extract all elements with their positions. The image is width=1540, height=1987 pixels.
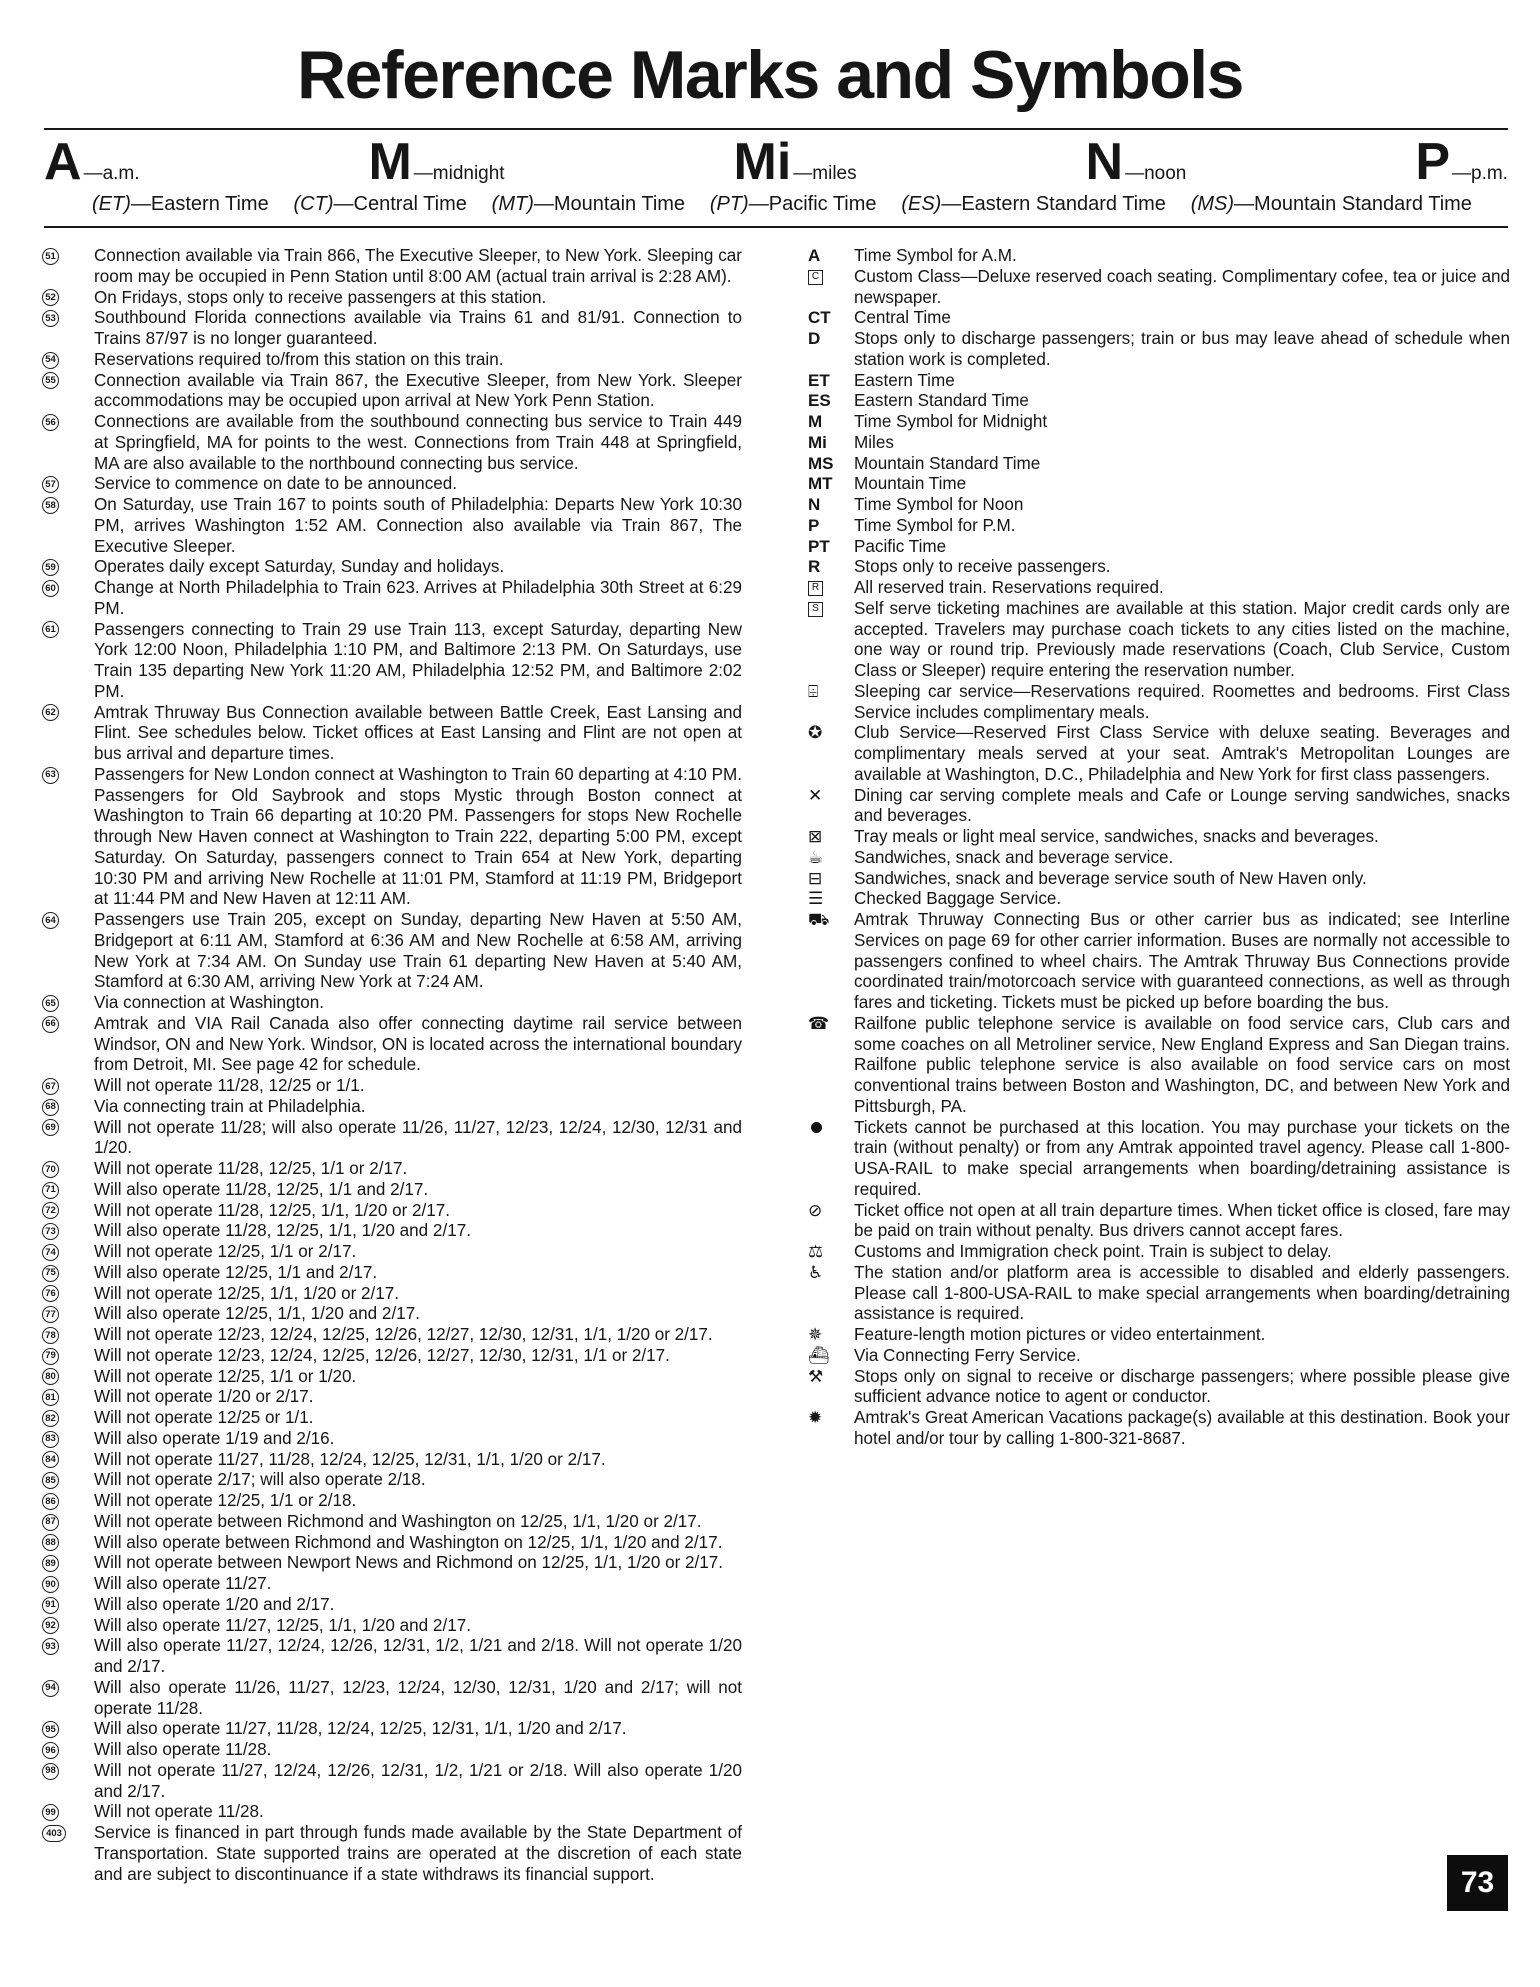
reference-note — [42, 1242, 742, 1263]
reference-mark-icon: 72 — [42, 1201, 70, 1222]
symbol-description: Mountain Time — [854, 474, 967, 494]
reference-note — [42, 1097, 742, 1118]
reference-mark-icon: 79 — [42, 1346, 70, 1367]
abbr-miles: Mi —miles — [733, 133, 857, 191]
reference-note-text: Will not operate 12/25, 1/1, 1/20 or 2/17. — [94, 1283, 400, 1303]
symbol-entry — [808, 1201, 1510, 1243]
reference-mark-icon: 82 — [42, 1408, 70, 1429]
reference-mark-icon: 59 — [42, 557, 70, 578]
reference-note — [42, 1719, 742, 1740]
symbol-entry — [808, 1014, 1510, 1118]
symbol-entry — [808, 267, 1510, 309]
custom-class-icon: C — [808, 267, 844, 288]
reference-note — [42, 1823, 742, 1885]
vacations-icon: ✹ — [808, 1408, 823, 1427]
symbol-description: Miles — [854, 432, 894, 452]
reference-note-text: Will also operate 11/27. — [94, 1574, 272, 1593]
reference-note-text: Will also operate 12/25, 1/1 and 2/17. — [94, 1262, 378, 1282]
reference-mark-icon: 76 — [42, 1284, 70, 1305]
header-bottom-rule — [44, 226, 1508, 228]
symbol-entry — [808, 786, 1510, 828]
no-tickets-icon — [808, 1118, 844, 1139]
reference-note-text: Will not operate 12/25, 1/1 or 2/17. — [94, 1242, 357, 1261]
abbr-noon: N —noon — [1085, 133, 1187, 191]
reference-note — [42, 1325, 742, 1346]
reference-note-text: Change at North Philadelphia to Train 623. Arrives at Philadelphia 30th Street at 6:29 PM. — [94, 578, 742, 618]
symbol-key: MT — [808, 474, 833, 494]
reference-note-text: Will not operate 12/25, 1/1 or 1/20. — [94, 1366, 357, 1386]
symbol-description: Stops only on signal to receive or discharge passengers; where possible please give sufficient advance notice to agent or conductor. — [854, 1366, 1510, 1407]
dining-car-icon: ✕ — [808, 785, 823, 805]
symbol-entry — [808, 848, 1510, 869]
reference-note — [42, 1802, 742, 1823]
reference-note-text: Will not operate 11/28, 12/25, 1/1 or 2/17. — [94, 1159, 408, 1178]
reference-mark-icon: 75 — [42, 1263, 70, 1284]
reference-note-text: Will not operate between Newport News and Richmond on 12/25, 1/1, 1/20 or 2/17. — [94, 1553, 724, 1573]
symbol-description: Time Symbol for Noon — [854, 495, 1024, 514]
sandwich-south-icon: ⊟ — [808, 868, 823, 888]
reference-mark-icon: 90 — [42, 1574, 70, 1595]
reference-note-text: Will not operate 12/25, 1/1 or 2/18. — [94, 1491, 357, 1510]
time-zone-item: (MS)—Mountain Standard Time — [1190, 193, 1472, 215]
reference-note — [42, 765, 742, 910]
symbol-description: Self serve ticketing machines are available at this station. Major credit cards only are accepted. Travelers may purchase coach tickets to any cities listed on the machine, one way or round trip. Previously made reservations (Coach, Club Service, Custom Class or Sleeper) require entering the reservation number. — [854, 598, 1510, 680]
time-zone-item: (ES)—Eastern Standard Time — [901, 193, 1166, 215]
reference-note — [42, 308, 742, 350]
header-top-rule — [44, 128, 1508, 130]
reference-mark-icon: 95 — [42, 1719, 70, 1740]
reference-mark-icon: 69 — [42, 1118, 70, 1139]
symbol-key: A — [808, 246, 821, 265]
reference-note-text: Will also operate 11/28, 12/25, 1/1 and 2/17. — [94, 1179, 429, 1199]
reference-note — [42, 1159, 742, 1180]
symbol-description: Customs and Immigration check point. Train is subject to delay. — [854, 1242, 1332, 1261]
symbol-entry — [808, 474, 1510, 495]
symbol-description: Eastern Time — [854, 370, 955, 390]
time-zone-item: (CT)—Central Time — [293, 193, 467, 215]
symbol-description: Checked Baggage Service. — [854, 889, 1062, 909]
reference-mark-icon: 84 — [42, 1450, 70, 1471]
reference-mark-icon: 53 — [42, 308, 70, 329]
reference-mark-icon: 87 — [42, 1512, 70, 1533]
thruway-bus-icon: ⛟ — [808, 910, 830, 929]
symbol-entry — [808, 1118, 1510, 1201]
reference-note — [42, 703, 742, 765]
reference-note-text: Will not operate 12/23, 12/24, 12/25, 12/26, 12/27, 12/30, 12/31, 1/1 or 2/17. — [94, 1345, 670, 1365]
movie-icon: ✵ — [808, 1325, 823, 1344]
symbol-description: Stops only to receive passengers. — [854, 557, 1111, 577]
reference-note — [42, 1304, 742, 1325]
reference-note-text: Will not operate between Richmond and Washington on 12/25, 1/1, 1/20 or 2/17. — [94, 1511, 702, 1531]
reference-note — [42, 1616, 742, 1637]
reference-note-text: Will not operate 1/20 or 2/17. — [94, 1387, 314, 1407]
sleeping-car-icon: ⌹ — [808, 681, 819, 701]
reference-note — [42, 1740, 742, 1761]
reference-mark-icon: 66 — [42, 1014, 70, 1035]
ferry-icon: ⛴ — [808, 1345, 830, 1365]
reference-note — [42, 1553, 742, 1574]
reference-mark-icon: 57 — [42, 474, 70, 495]
reference-note — [42, 1118, 742, 1160]
reference-note-text: Service to commence on date to be announced. — [94, 474, 458, 494]
symbol-key: PT — [808, 536, 830, 556]
symbol-key: M — [808, 412, 823, 431]
reference-mark-icon: 93 — [42, 1636, 70, 1657]
tray-meals-icon: ⊠ — [808, 827, 823, 846]
reference-note — [42, 1491, 742, 1512]
symbol-description: Sandwiches, snack and beverage service. — [854, 847, 1174, 867]
reference-mark-icon: 86 — [42, 1491, 70, 1512]
symbol-entry — [808, 723, 1510, 785]
reference-mark-icon: 70 — [42, 1159, 70, 1180]
reference-mark-icon: 78 — [42, 1325, 70, 1346]
reference-note — [42, 993, 742, 1014]
abbr-am: A —a.m. — [44, 133, 140, 191]
flag-stop-icon: ⚒ — [808, 1366, 824, 1386]
reference-note-text: Will also operate 1/19 and 2/16. — [94, 1428, 335, 1448]
reference-note-text: On Saturday, use Train 167 to points south of Philadelphia: Departs New York 10:30 PM, arrives Washington 1:52 AM. Connection also available via Train 867, The Executive Sleeper. — [94, 495, 742, 556]
reference-mark-icon: 73 — [42, 1221, 70, 1242]
reference-note — [42, 1512, 742, 1533]
reference-note-text: Amtrak Thruway Bus Connection available between Battle Creek, East Lansing and Flint. See schedules below. Ticket offices at East Lansing and Flint are not open at bus arrival and departure times. — [94, 702, 742, 763]
reference-mark-icon: 80 — [42, 1367, 70, 1388]
reference-note-text: Will not operate 11/28, 12/25 or 1/1. — [94, 1076, 365, 1095]
symbol-description: Ticket office not open at all train departure times. When ticket office is closed, fare may be paid on train without penalty. Bus drivers cannot accept fares. — [854, 1200, 1510, 1241]
reference-notes-list — [42, 246, 742, 1885]
reference-note — [42, 1263, 742, 1284]
symbol-description: Eastern Standard Time — [854, 391, 1029, 411]
time-zone-item: (MT)—Mountain Time — [491, 193, 686, 215]
symbol-key: N — [808, 495, 821, 514]
reference-note-text: Will also operate 12/25, 1/1, 1/20 and 2/17. — [94, 1304, 420, 1324]
symbol-description: Time Symbol for P.M. — [854, 515, 1016, 535]
page-title: Reference Marks and Symbols — [297, 37, 1243, 113]
reference-note-text: Will not operate 11/27, 12/24, 12/26, 12/31, 1/2, 1/21 or 2/18. Will also operate 1/20 and 2/17. — [94, 1760, 742, 1801]
reference-note — [42, 557, 742, 578]
abbr-pm: P —p.m. — [1415, 133, 1508, 191]
time-zone-legend — [92, 193, 1472, 216]
reference-mark-icon: 65 — [42, 993, 70, 1014]
symbol-description: Custom Class—Deluxe reserved coach seating. Complimentary cofee, tea or juice and newspaper. — [854, 266, 1510, 307]
reference-note-text: Service is financed in part through funds made available by the State Department of Transportation. State supported trains are operated at the discretion of each state and are subject to discontinuance if a state withdraws its financial support. — [94, 1823, 742, 1884]
reference-note — [42, 1636, 742, 1678]
customs-icon: ⚖ — [808, 1242, 824, 1261]
reference-note-text: Will not operate 12/23, 12/24, 12/25, 12/26, 12/27, 12/30, 12/31, 1/1, 1/20 or 2/17. — [94, 1325, 713, 1344]
accessible-icon: ♿ — [808, 1262, 824, 1282]
reference-note-text: Will not operate 11/28; will also operate 11/26, 11/27, 12/23, 12/24, 12/30, 12/31 and 1/20. — [94, 1117, 742, 1158]
symbol-entry — [808, 391, 1510, 412]
reference-note — [42, 1470, 742, 1491]
reference-mark-icon: 64 — [42, 910, 70, 931]
symbol-key: CT — [808, 308, 831, 328]
reference-note — [42, 1387, 742, 1408]
symbol-key: Mi — [808, 432, 827, 452]
symbol-entry — [808, 910, 1510, 1014]
reference-note-text: Will also operate 11/26, 11/27, 12/23, 12/24, 12/30, 12/31, 1/20 and 2/17; will not operate 11/28. — [94, 1677, 742, 1718]
reference-mark-icon: 71 — [42, 1180, 70, 1201]
reference-mark-icon: 51 — [42, 246, 70, 267]
reference-mark-icon: 56 — [42, 412, 70, 433]
reference-mark-icon: 77 — [42, 1304, 70, 1325]
reference-mark-icon: 89 — [42, 1553, 70, 1574]
reference-note — [42, 1014, 742, 1076]
symbol-entry — [808, 516, 1510, 537]
reference-note — [42, 1221, 742, 1242]
symbol-entry — [808, 454, 1510, 475]
reference-note-text: Via connecting train at Philadelphia. — [94, 1096, 366, 1116]
symbol-key: ET — [808, 370, 830, 390]
reference-mark-icon: 55 — [42, 371, 70, 392]
sandwich-service-icon: ☕ — [808, 847, 824, 867]
time-zone-item: (PT)—Pacific Time — [709, 193, 877, 215]
reference-note-text: Will not operate 12/25 or 1/1. — [94, 1408, 314, 1427]
reserved-train-icon: R — [808, 578, 844, 599]
time-abbreviation-legend — [44, 133, 1508, 191]
ticket-office-closed-icon: ⊘ — [808, 1200, 823, 1220]
reference-note — [42, 412, 742, 474]
symbol-entry — [808, 412, 1510, 433]
reference-note-text: Will not operate 11/28. — [94, 1802, 264, 1822]
reference-mark-icon: 52 — [42, 288, 70, 309]
reference-note — [42, 1678, 742, 1720]
reference-note — [42, 495, 742, 557]
reference-mark-icon: 83 — [42, 1429, 70, 1450]
reference-note — [42, 578, 742, 620]
symbol-entry — [808, 599, 1510, 682]
reference-note — [42, 1367, 742, 1388]
reference-note-text: Connections are available from the southbound connecting bus service to Train 449 at Springfield, MA for points to the west. Connections from Train 448 at Springfield, MA are also available to the northbound connecting bus service. — [94, 412, 742, 473]
reference-mark-icon: 85 — [42, 1470, 70, 1491]
symbol-description: Dining car serving complete meals and Cafe or Lounge serving sandwiches, snacks and beverages. — [854, 785, 1510, 826]
reference-note-text: Passengers connecting to Train 29 use Train 113, except Saturday, departing New York 12:00 Noon, Philadelphia 1:10 PM, and Baltimore 2:13 PM. On Saturdays, use Train 135 departing New York 11:20 AM, Philadelphia 12:52 PM, and Baltimore 2:02 PM. — [94, 619, 742, 701]
reference-note — [42, 1284, 742, 1305]
reference-mark-icon: 92 — [42, 1616, 70, 1637]
reference-note-text: Will also operate 11/27, 12/25, 1/1, 1/20 and 2/17. — [94, 1615, 471, 1635]
reference-note — [42, 620, 742, 703]
reference-mark-icon: 68 — [42, 1097, 70, 1118]
symbol-entry — [808, 578, 1510, 599]
reference-mark-icon: 403 — [42, 1823, 70, 1844]
symbol-description: The station and/or platform area is accessible to disabled and elderly passengers. Please call 1-800-USA-RAIL to make special arrangements when boarding/detraining assistance is required. — [854, 1262, 1510, 1324]
symbol-description: Pacific Time — [854, 536, 947, 556]
reference-note-text: Will also operate 11/28. — [94, 1740, 272, 1759]
reference-note — [42, 288, 742, 309]
symbol-description: Central Time — [854, 308, 951, 328]
reference-mark-icon: 58 — [42, 495, 70, 516]
reference-note — [42, 474, 742, 495]
reference-note-text: On Fridays, stops only to receive passengers at this station. — [94, 287, 547, 307]
reference-mark-icon: 96 — [42, 1740, 70, 1761]
checked-baggage-icon: ☰ — [808, 889, 824, 909]
symbol-key: ES — [808, 391, 831, 411]
reference-note — [42, 1533, 742, 1554]
reference-mark-icon: 88 — [42, 1533, 70, 1554]
symbol-entry — [808, 889, 1510, 910]
symbol-description: Via Connecting Ferry Service. — [854, 1345, 1081, 1365]
symbol-description: Tray meals or light meal service, sandwiches, snacks and beverages. — [854, 827, 1379, 846]
reference-note-text: Connection available via Train 867, the Executive Sleeper, from New York. Sleeper accommodations may be occupied upon arrival at New York Penn Station. — [94, 370, 742, 411]
symbol-description: Stops only to discharge passengers; train or bus may leave ahead of schedule when station work is completed. — [854, 329, 1510, 369]
symbol-key: MS — [808, 453, 834, 473]
time-zone-item: (ET)—Eastern Time — [92, 193, 269, 215]
symbol-entry — [808, 557, 1510, 578]
reference-mark-icon: 74 — [42, 1242, 70, 1263]
symbol-entry — [808, 1367, 1510, 1409]
reference-note-text: Will also operate 11/27, 12/24, 12/26, 12/31, 1/2, 1/21 and 2/18. Will not operate 1/20 and 2/17. — [94, 1636, 742, 1676]
reference-note-text: Operates daily except Saturday, Sunday and holidays. — [94, 557, 505, 577]
page-number: 73 — [1447, 1855, 1508, 1911]
symbol-description: Amtrak Thruway Connecting Bus or other carrier bus as indicated; see Interline Services on page 69 for other carrier information. Buses are normally not accessible to passengers confined to wheel chairs. The Amtrak Thruway Bus Connections provide coordinated train/motorcoach service with guaranteed connections, as well as through fares and ticketing. Tickets must be picked up before boarding the bus. — [854, 910, 1510, 1012]
reference-mark-icon: 91 — [42, 1595, 70, 1616]
reference-note — [42, 1450, 742, 1471]
symbol-entry — [808, 1408, 1510, 1450]
reference-note-text: Will also operate between Richmond and Washington on 12/25, 1/1, 1/20 and 2/17. — [94, 1532, 723, 1552]
symbol-key: R — [808, 557, 821, 577]
reference-mark-icon: 60 — [42, 578, 70, 599]
symbol-description: Mountain Standard Time — [854, 453, 1041, 473]
reference-note — [42, 1595, 742, 1616]
symbol-description: Tickets cannot be purchased at this location. You may purchase your tickets on the train (without penalty) or from any Amtrak appointed travel agency. Please call 1-800-USA-RAIL to make special arrangements when boarding/detraining assistance is required. — [854, 1117, 1510, 1199]
reference-note-text: Reservations required to/from this station on this train. — [94, 349, 504, 369]
symbol-description: Sleeping car service—Reservations required. Roomettes and bedrooms. First Class Service includes complimentary meals. — [854, 681, 1510, 722]
symbol-description: Time Symbol for A.M. — [854, 246, 1017, 265]
reference-mark-icon: 61 — [42, 620, 70, 641]
reference-note — [42, 1408, 742, 1429]
self-service-ticketing-icon: S — [808, 599, 844, 620]
reference-mark-icon: 94 — [42, 1678, 70, 1699]
reference-note-text: Will also operate 11/27, 11/28, 12/24, 12/25, 12/31, 1/1, 1/20 and 2/17. — [94, 1719, 627, 1739]
telephone-icon: ☎ — [808, 1013, 830, 1033]
reference-note-text: Connection available via Train 866, The Executive Sleeper, to New York. Sleeping car room may be occupied in Penn Station until 8:00 AM (actual train arrival is 2:28 AM). — [94, 246, 742, 286]
symbol-description: Railfone public telephone service is available on food service cars, Club cars and some coaches on all Metroliner service, New England Express and San Diegan trains. Railfone public telephone service is also available on food service cars on most conventional trains between Boston and Washington, DC, and between New York and Pittsburgh, PA. — [854, 1013, 1510, 1116]
symbol-description: Amtrak's Great American Vacations package(s) available at this destination. Book your hotel and/or tour by calling 1-800-321-8687. — [854, 1408, 1510, 1448]
reference-mark-icon: 81 — [42, 1387, 70, 1408]
symbol-key: D — [808, 329, 821, 348]
reference-note-text: Will not operate 11/28, 12/25, 1/1, 1/20 or 2/17. — [94, 1200, 451, 1220]
club-service-icon: ✪ — [808, 723, 823, 743]
symbol-key: P — [808, 515, 820, 535]
reference-note — [42, 1076, 742, 1097]
symbol-entry — [808, 682, 1510, 724]
reference-note-text: Will not operate 2/17; will also operate 2/18. — [94, 1470, 426, 1490]
symbol-description: All reserved train. Reservations required. — [854, 578, 1164, 597]
symbol-entry — [808, 246, 1510, 267]
symbol-description: Club Service—Reserved First Class Service with deluxe seating. Beverages and complimentary meals served at your seat. Amtrak's Metropolitan Lounges are available at Washington, D.C., Philadelphia and New York for first class passengers. — [854, 723, 1510, 784]
reference-note — [42, 1761, 742, 1803]
symbol-entry — [808, 1346, 1510, 1367]
symbol-entry — [808, 869, 1510, 890]
reference-mark-icon: 54 — [42, 350, 70, 371]
symbols-list — [808, 246, 1510, 1450]
reference-note-text: Passengers use Train 205, except on Sunday, departing New Haven at 5:50 AM, Bridgeport at 6:11 AM, Stamford at 6:36 AM and New Rochelle at 6:58 AM, arriving New York at 7:34 AM. On Sunday use Train 61 departing New Haven at 5:40 AM, Stamford at 6:30 AM, arriving New York at 7:24 AM. — [94, 910, 742, 992]
symbol-entry — [808, 329, 1510, 371]
reference-note-text: Passengers for New London connect at Washington to Train 60 departing at 4:10 PM. Passengers for Old Saybrook and stops Mystic through Boston connect at Washington to Train 66 departing at 10:20 PM. Passengers for stops New Rochelle through New Haven connect at Washington to Train 222, departing 5:00 PM, except Saturday. On Saturday, passengers connect to Train 654 at New York, departing 10:30 PM and arriving New Rochelle at 11:01 PM, Stamford at 11:19 PM, Bridgeport at 11:44 PM and New Haven at 12:11 AM. — [94, 764, 742, 909]
reference-note — [42, 1429, 742, 1450]
reference-mark-icon: 98 — [42, 1761, 70, 1782]
reference-note — [42, 1346, 742, 1367]
symbol-entry — [808, 433, 1510, 454]
symbol-description: Feature-length motion pictures or video entertainment. — [854, 1325, 1266, 1344]
symbol-entry — [808, 1325, 1510, 1346]
reference-note-text: Via connection at Washington. — [94, 993, 324, 1012]
reference-note — [42, 1180, 742, 1201]
reference-note — [42, 1574, 742, 1595]
symbol-entry — [808, 371, 1510, 392]
reference-note-text: Will also operate 1/20 and 2/17. — [94, 1594, 335, 1614]
reference-note — [42, 350, 742, 371]
symbol-description: Time Symbol for Midnight — [854, 412, 1048, 431]
reference-note-text: Will also operate 11/28, 12/25, 1/1, 1/20 and 2/17. — [94, 1221, 471, 1241]
reference-note — [42, 1201, 742, 1222]
symbol-entry — [808, 308, 1510, 329]
reference-note — [42, 910, 742, 993]
symbol-entry — [808, 827, 1510, 848]
reference-mark-icon: 63 — [42, 765, 70, 786]
symbol-entry — [808, 1242, 1510, 1263]
reference-note — [42, 371, 742, 413]
symbol-entry — [808, 495, 1510, 516]
reference-note — [42, 246, 742, 288]
reference-mark-icon: 62 — [42, 703, 70, 724]
reference-note-text: Will not operate 11/27, 11/28, 12/24, 12/25, 12/31, 1/1, 1/20 or 2/17. — [94, 1449, 606, 1469]
reference-mark-icon: 99 — [42, 1802, 70, 1823]
symbol-entry — [808, 537, 1510, 558]
symbol-description: Sandwiches, snack and beverage service south of New Haven only. — [854, 868, 1367, 888]
abbr-midnight: M —midnight — [368, 133, 505, 191]
reference-mark-icon: 67 — [42, 1076, 70, 1097]
symbol-entry — [808, 1263, 1510, 1325]
reference-note-text: Amtrak and VIA Rail Canada also offer connecting daytime rail service between Windsor, ON and New York. Windsor, ON is located across the international boundary from Detroit, MI. See page 42 for schedule. — [94, 1013, 742, 1075]
reference-note-text: Southbound Florida connections available via Trains 61 and 81/91. Connection to Trains 87/97 is no longer guaranteed. — [94, 308, 742, 348]
